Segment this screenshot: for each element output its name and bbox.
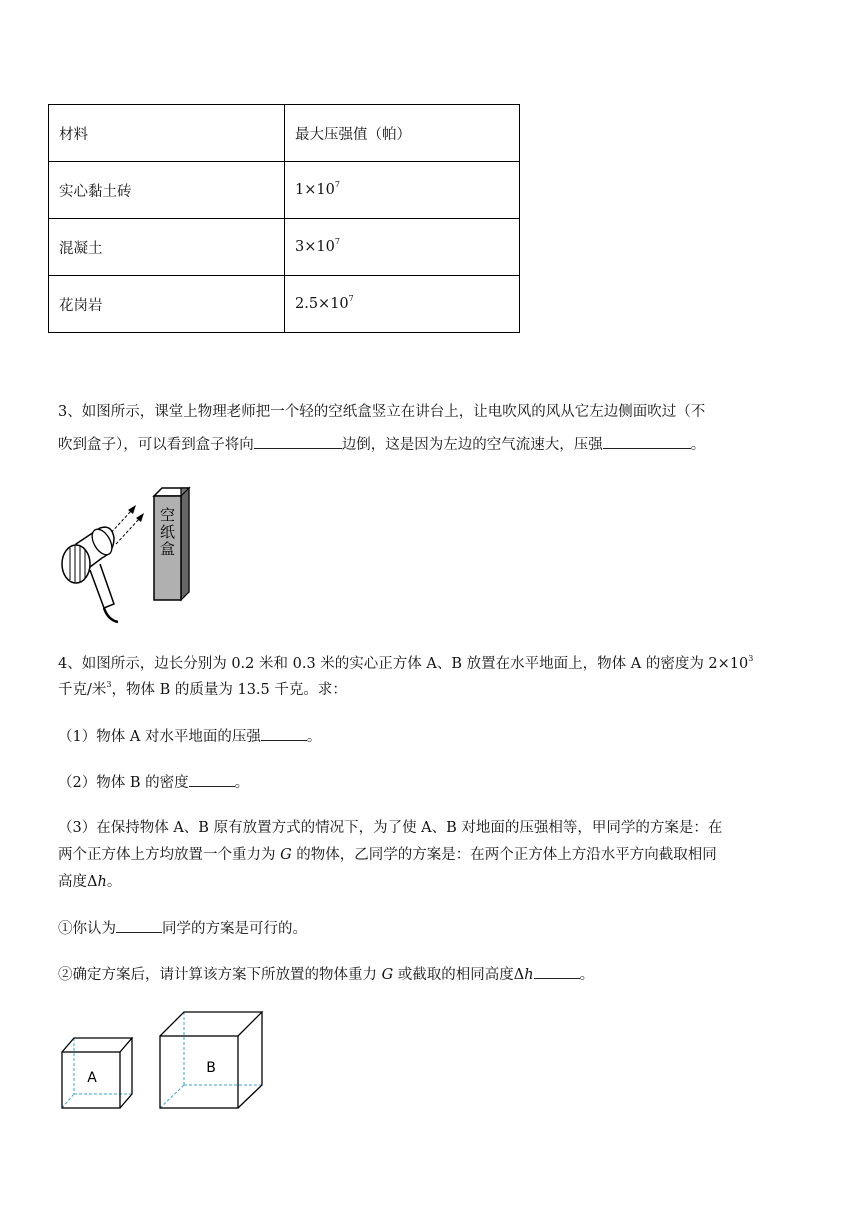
- table-header-material: 材料: [49, 105, 285, 162]
- answer-blank[interactable]: [534, 964, 580, 979]
- pressure-cell: $3\times 10^7$: [285, 219, 520, 276]
- answer-blank[interactable]: [189, 772, 235, 787]
- cubes-figure: [56, 1008, 271, 1112]
- box-label-char: 空: [160, 506, 176, 524]
- table-header-pressure: 最大压强值（帕）: [285, 105, 520, 162]
- q4-line1: 4、如图所示，边长分别为 0.2 米和 0.3 米的实心正方体 A、B 放置在水平地面上，物体 A 的密度为 $2\times 10^3$: [58, 654, 754, 672]
- box-label-char: 盒: [160, 540, 176, 558]
- material-cell: 混凝土: [49, 219, 285, 276]
- answer-blank[interactable]: [116, 918, 162, 933]
- hair-dryer-figure: [56, 472, 206, 632]
- q4-sub1: ①你认为 同学的方案是可行的。: [58, 918, 307, 939]
- table-header-row: [49, 105, 520, 162]
- q4-part2: （2）物体 B 的密度 。: [58, 772, 249, 793]
- pressure-cell: $2.5\times 10^7$: [285, 276, 520, 333]
- pressure-cell: $1\times 10^7$: [285, 162, 520, 219]
- box-label-char: 纸: [160, 523, 176, 541]
- q4-line2: 千克/米$^3$，物体 B 的质量为 13.5 千克。求：: [58, 680, 347, 698]
- cube-b-label: B: [206, 1060, 216, 1076]
- q4-part1: （1）物体 A 对水平地面的压强 。: [58, 726, 321, 747]
- q4-part3-line1: （3）在保持物体 A、B 原有放置方式的情况下，为了使 A、B 对地面的压强相等，甲同学的方案是：在: [58, 820, 723, 836]
- material-cell: 花岗岩: [49, 276, 285, 333]
- cube-b: [160, 1012, 262, 1108]
- q4-part3-line3: 高度Δh。: [58, 874, 122, 890]
- table-row: [49, 162, 520, 219]
- cube-a-label: A: [87, 1070, 97, 1086]
- q4-part3-line2: 两个正方体上方均放置一个重力为 G 的物体，乙同学的方案是：在两个正方体上方沿水平方向截取相同: [58, 847, 717, 863]
- q3-line1: 3、如图所示，课堂上物理老师把一个轻的空纸盒竖立在讲台上，让电吹风的风从它左边侧面吹过（不: [58, 404, 706, 420]
- q4-sub2: ②确定方案后，请计算该方案下所放置的物体重力 G 或截取的相同高度Δh 。: [58, 964, 594, 985]
- answer-blank[interactable]: [603, 434, 691, 449]
- q3-line2: 吹到盒子），可以看到盒子将向 边倒，这是因为左边的空气流速大，压强 。: [58, 434, 705, 455]
- answer-blank[interactable]: [254, 434, 342, 449]
- materials-table: [48, 104, 520, 333]
- material-cell: 实心黏土砖: [49, 162, 285, 219]
- table-row: [49, 276, 520, 333]
- cube-a: [62, 1038, 132, 1108]
- answer-blank[interactable]: [261, 726, 307, 741]
- table-row: [49, 219, 520, 276]
